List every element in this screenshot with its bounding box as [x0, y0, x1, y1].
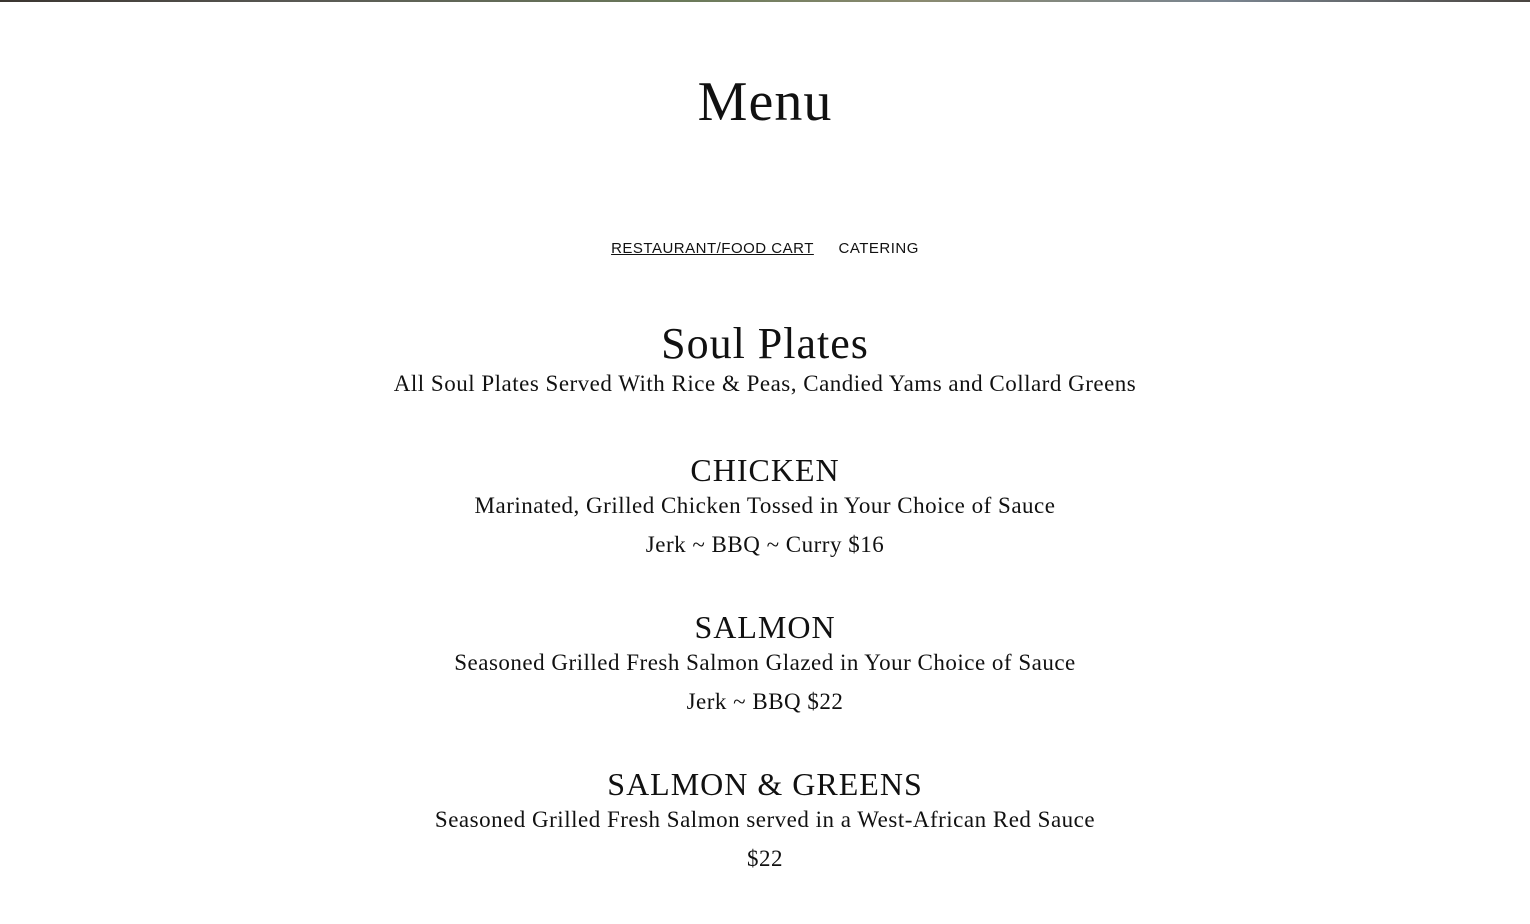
- menu-item-chicken: [0, 450, 1530, 559]
- item-price: Jerk ~ BBQ $22: [686, 689, 844, 714]
- menu-item-salmon: [0, 607, 1530, 716]
- section-subtitle: All Soul Plates Served With Rice & Peas, Candied Yams and Collard Greens: [393, 371, 1137, 396]
- tab-catering[interactable]: CATERING: [838, 240, 919, 257]
- item-description: Seasoned Grilled Fresh Salmon Glazed in Your Choice of Sauce: [454, 650, 1076, 675]
- header-image-strip: [0, 0, 1530, 2]
- section-title: Soul Plates: [661, 319, 869, 368]
- item-price: $22: [747, 846, 783, 871]
- page-title: Menu: [697, 71, 833, 133]
- menu-tabs: [0, 240, 1530, 257]
- item-price: Jerk ~ BBQ ~ Curry $16: [645, 532, 885, 557]
- item-description: Marinated, Grilled Chicken Tossed in Your Choice of Sauce: [474, 493, 1056, 518]
- tab-restaurant-food-cart[interactable]: RESTAURANT/FOOD CART: [611, 240, 814, 257]
- item-name: SALMON: [694, 609, 836, 645]
- item-description: Seasoned Grilled Fresh Salmon served in a West-African Red Sauce: [434, 807, 1096, 832]
- menu-item-salmon-greens: [0, 764, 1530, 873]
- item-name: SALMON & GREENS: [607, 766, 923, 802]
- item-name: CHICKEN: [690, 452, 840, 488]
